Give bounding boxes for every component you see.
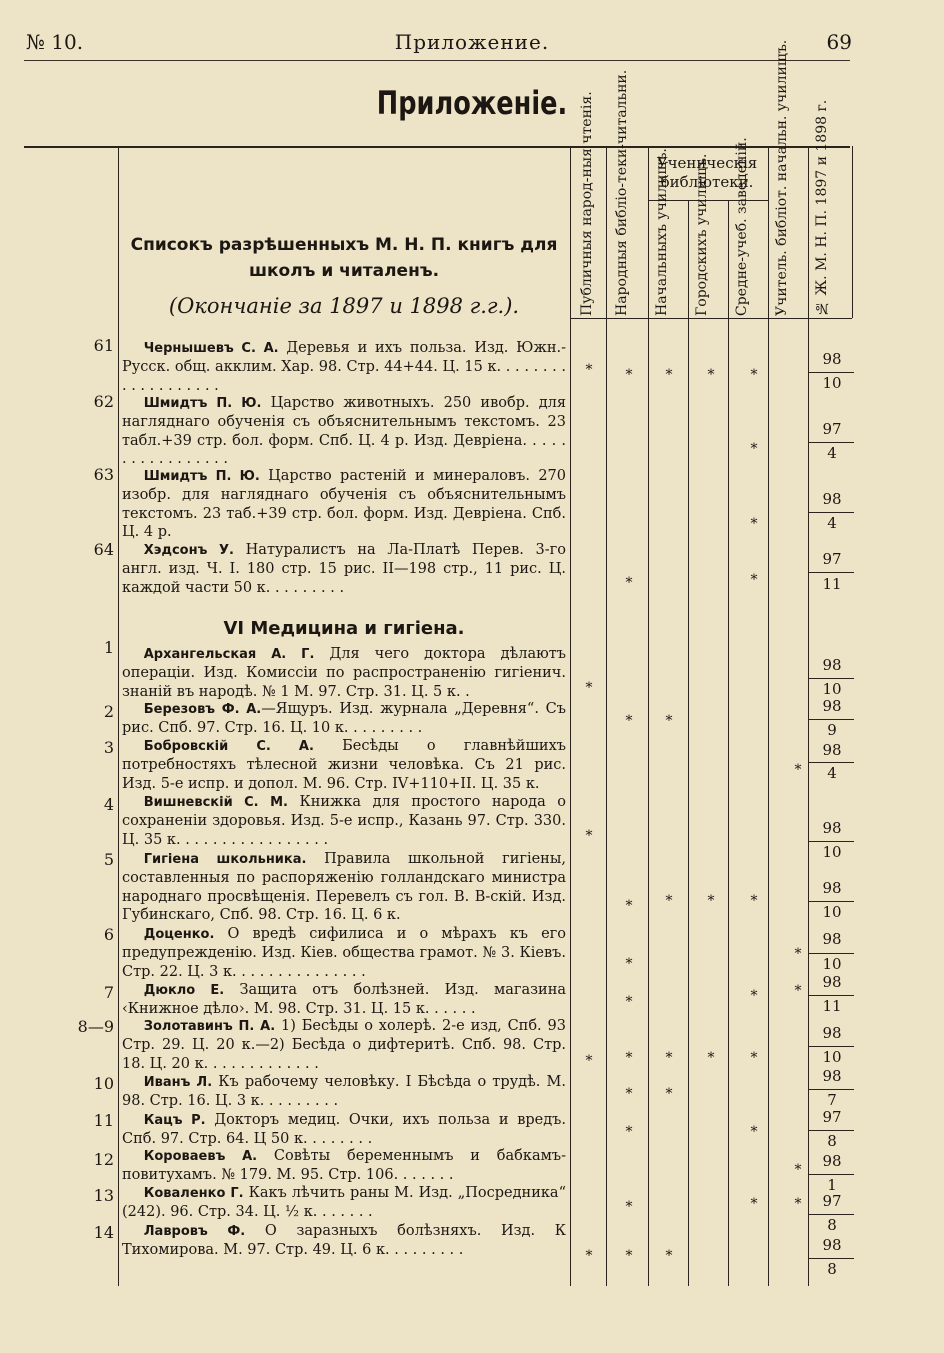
running-title: Приложение. <box>394 30 550 54</box>
table-top-rule <box>24 146 850 148</box>
entry-text <box>122 700 566 738</box>
journal-issue: 10 <box>822 955 842 973</box>
asterisk-mark: * <box>665 1050 673 1066</box>
entry-number: 4 <box>103 795 114 814</box>
entry-description: Натуралистъ на Ла-Платѣ Перев. 3-го англ. изд. Ч. I. 180 стр. 15 рис. II—198 стр., 11 рис. Ц. каждой части 50 к. . . . . . . . . <box>122 542 567 596</box>
asterisk-mark: * <box>750 516 758 532</box>
entry-number: 62 <box>93 392 114 411</box>
entry-text <box>122 1073 566 1111</box>
entry-number: 14 <box>93 1223 114 1242</box>
asterisk-mark: * <box>750 988 758 1004</box>
journal-year: 98 <box>822 1024 842 1042</box>
journal-issue: 8 <box>827 1260 837 1278</box>
col-header-libs: Народныя библіо-теки-читальни. <box>614 69 630 316</box>
entry-text <box>122 1017 566 1073</box>
entry-number: 61 <box>93 336 114 355</box>
asterisk-mark: * <box>625 713 633 729</box>
journal-year: 97 <box>822 420 842 438</box>
running-header <box>0 30 944 56</box>
asterisk-mark: * <box>750 1050 758 1066</box>
journal-year: 98 <box>822 490 842 508</box>
journal-issue: 4 <box>827 514 837 532</box>
journal-divider <box>808 512 854 513</box>
asterisk-mark: * <box>750 893 758 909</box>
rule-col-journal <box>852 146 853 318</box>
journal-issue: 8 <box>827 1132 837 1150</box>
entry-description: —Ящуръ. Изд. журнала „Деревня“. Съ рис. Спб. 97. Стр. 16. Ц. 10 к. . . . . . . . . <box>122 701 566 737</box>
rule-num-col <box>118 146 119 1286</box>
rule-col-elem <box>688 200 689 1286</box>
journal-year: 97 <box>822 1108 842 1126</box>
col-header-teach: Учитель. библіот. начальн. училищъ. <box>774 39 790 316</box>
asterisk-mark: * <box>665 893 673 909</box>
entry-author: Золотавинъ П. А. <box>143 1019 276 1034</box>
journal-divider <box>808 762 854 763</box>
journal-issue: 8 <box>827 1216 837 1234</box>
entry-number: 63 <box>93 465 114 484</box>
entry-author: Архангельская А. Г. <box>143 647 315 662</box>
asterisk-mark: * <box>585 1248 593 1264</box>
journal-year: 97 <box>822 550 842 568</box>
entry-number: 6 <box>103 925 114 944</box>
asterisk-mark: * <box>625 1050 633 1066</box>
entry-text <box>122 737 566 793</box>
asterisk-mark: * <box>665 367 673 383</box>
issue-number: № 10. <box>26 30 84 54</box>
rule-col-teach <box>808 146 809 1286</box>
rule-text-col <box>570 146 571 1286</box>
journal-year: 98 <box>822 1236 842 1254</box>
journal-year: 98 <box>822 930 842 948</box>
asterisk-mark: * <box>625 1199 633 1215</box>
entry-text <box>122 925 566 981</box>
asterisk-mark: * <box>794 1196 802 1212</box>
entry-text <box>122 645 566 701</box>
entry-description: Къ рабочему человѣку. I Бѣсѣда о трудѣ. М. 98. Стр. 16. Ц. 3 к. . . . . . . . . <box>122 1074 566 1110</box>
journal-divider <box>808 1258 854 1259</box>
asterisk-mark: * <box>707 367 715 383</box>
entry-text <box>122 793 566 849</box>
asterisk-mark: * <box>794 983 802 999</box>
entry-text <box>122 1111 566 1149</box>
entry-number: 64 <box>93 540 114 559</box>
asterisk-mark: * <box>625 367 633 383</box>
entry-text <box>122 339 566 395</box>
journal-issue: 4 <box>827 444 837 462</box>
asterisk-mark: * <box>794 946 802 962</box>
entry-number: 1 <box>103 638 114 657</box>
journal-divider <box>808 1046 854 1047</box>
journal-divider <box>808 1214 854 1215</box>
col-header-city: Городскихъ училищъ. <box>694 153 710 316</box>
journal-divider <box>808 678 854 679</box>
asterisk-mark: * <box>585 362 593 378</box>
journal-divider <box>808 372 854 373</box>
asterisk-mark: * <box>665 1248 673 1264</box>
journal-year: 98 <box>822 879 842 897</box>
entry-description: Для чего доктора дѣлаютъ операціи. Изд. Комиссіи по распространенію гигіенич. знаній въ народѣ. № 1 М. 97. Стр. 31. Ц. 5 к. . <box>122 646 567 700</box>
journal-divider <box>808 995 854 996</box>
entry-text <box>122 1222 566 1260</box>
entry-number: 5 <box>103 850 114 869</box>
journal-divider <box>808 901 854 902</box>
entry-author: Короваевъ А. <box>143 1149 258 1164</box>
asterisk-mark: * <box>585 680 593 696</box>
asterisk-mark: * <box>585 828 593 844</box>
entry-author: Вишневскій С. М. <box>143 795 288 810</box>
entry-number: 8—9 <box>77 1017 114 1036</box>
entry-description: Книжка для простого народа о сохраненіи здоровья. Изд. 5-е испр., Казань 97. Стр. 330. Ц. 35 к. . . . . . . . . . . . . . . . . <box>122 794 566 848</box>
journal-issue: 1 <box>827 1176 837 1194</box>
journal-issue: 7 <box>827 1091 837 1109</box>
entry-description: Бесѣды о главнѣйшихъ потребностяхъ тѣлесной жизни человѣка. Съ 21 рис. Изд. 5-е испр. и допол. М. 96. Стр. IV+110+II. Ц. 35 к. <box>122 738 566 792</box>
journal-issue: 11 <box>822 997 842 1015</box>
list-subtitle: (Окончаніе за 1897 и 1898 г.г.). <box>168 294 520 318</box>
journal-divider <box>808 1089 854 1090</box>
entry-author: Иванъ Л. <box>143 1075 213 1090</box>
entry-author: Чернышевъ С. А. <box>143 341 279 356</box>
asterisk-mark: * <box>625 575 633 591</box>
entry-author: Дюкло Е. <box>143 983 225 998</box>
asterisk-mark: * <box>625 1124 633 1140</box>
entry-number: 10 <box>93 1074 114 1093</box>
entry-author: Коваленко Г. <box>143 1186 244 1201</box>
asterisk-mark: * <box>625 898 633 914</box>
entry-author: Шмидтъ П. Ю. <box>143 469 260 484</box>
col-header-mid: Средне-учеб. заведеній. <box>734 137 750 316</box>
entry-author: Шмидтъ П. Ю. <box>143 396 262 411</box>
rule-col-mid <box>768 146 769 1286</box>
journal-year: 98 <box>822 973 842 991</box>
col-header-journal: № Ж. М. Н. П. 1897 и 1898 г. <box>814 99 830 316</box>
entry-text <box>122 394 566 468</box>
journal-divider <box>808 442 854 443</box>
journal-issue: 10 <box>822 843 842 861</box>
entry-number: 3 <box>103 738 114 757</box>
asterisk-mark: * <box>794 762 802 778</box>
col-header-public: Публичныя народ-ныя чтенія. <box>579 91 595 316</box>
entry-description: О заразныхъ болѣзняхъ. Изд. К Тихомирова. М. 97. Стр. 49. Ц. 6 к. . . . . . . . . <box>122 1223 566 1259</box>
entry-description: Деревья и ихъ польза. Изд. Южн.-Русск. общ. акклим. Хар. 98. Стр. 44+44. Ц. 15 к. . . . . . . . . . . . . . . . . . . <box>122 340 566 394</box>
rule-col-city <box>728 200 729 1286</box>
entry-description: 1) Бесѣды о холерѣ. 2-е изд, Спб. 93 Стр. 29. Ц. 20 к.—2) Бесѣда о дифтеритѣ. Спб. 98. Стр. 18. Ц. 20 к. . . . . . . . . . . . . <box>122 1018 566 1072</box>
entry-text <box>122 467 566 541</box>
entry-author: Гигіена школьника. <box>143 852 307 867</box>
asterisk-mark: * <box>625 1086 633 1102</box>
entry-description: Царство животныхъ. 250 ивобр. для нагляднаго обученія съ объяснительнымъ текстомъ. 23 табл.+39 стр. бол. форм. Спб. Ц. 4 р. Изд. Девріена. . . . . . . . . . . . . . . . . <box>122 395 566 467</box>
section-heading: VI Медицина и гигіена. <box>223 618 465 639</box>
page-number: 69 <box>826 30 852 54</box>
asterisk-mark: * <box>750 572 758 588</box>
asterisk-mark: * <box>750 1124 758 1140</box>
entry-author: Хэдсонъ У. <box>143 543 234 558</box>
entry-text <box>122 1184 566 1222</box>
asterisk-mark: * <box>794 1162 802 1178</box>
asterisk-mark: * <box>750 367 758 383</box>
entry-number: 13 <box>93 1186 114 1205</box>
journal-divider <box>808 572 854 573</box>
asterisk-mark: * <box>665 713 673 729</box>
asterisk-mark: * <box>585 1053 593 1069</box>
asterisk-mark: * <box>625 1248 633 1264</box>
entry-description: Докторъ медиц. Очки, ихъ польза и вредъ. Спб. 97. Стр. 64. Ц 50 к. . . . . . . . <box>122 1112 567 1148</box>
asterisk-mark: * <box>665 1086 673 1102</box>
entry-text <box>122 850 566 924</box>
entry-author: Доценко. <box>143 927 215 942</box>
journal-year: 98 <box>822 1067 842 1085</box>
rule-col-libs <box>648 146 649 1286</box>
page-heading: Приложеніе. <box>376 84 568 122</box>
entry-number: 2 <box>103 702 114 721</box>
asterisk-mark: * <box>750 1196 758 1212</box>
journal-divider <box>808 953 854 954</box>
journal-issue: 10 <box>822 374 842 392</box>
list-title: Списокъ разрѣшенныхъ М. Н. П. книгъ для школъ и читаленъ. <box>130 235 558 281</box>
asterisk-mark: * <box>625 994 633 1010</box>
entry-text <box>122 981 566 1019</box>
journal-issue: 10 <box>822 903 842 921</box>
journal-divider <box>808 1130 854 1131</box>
journal-issue: 9 <box>827 721 837 739</box>
asterisk-mark: * <box>750 441 758 457</box>
entry-number: 12 <box>93 1150 114 1169</box>
entry-author: Березовъ Ф. А. <box>143 702 262 717</box>
asterisk-mark: * <box>707 893 715 909</box>
entry-author: Кацъ Р. <box>143 1113 206 1128</box>
asterisk-mark: * <box>707 1050 715 1066</box>
entry-text <box>122 541 566 597</box>
journal-year: 98 <box>822 697 842 715</box>
header-bottom-rule <box>570 318 852 319</box>
entry-author: Бобровскій С. А. <box>143 739 314 754</box>
journal-divider <box>808 719 854 720</box>
header-rule <box>24 60 850 61</box>
journal-issue: 11 <box>822 575 842 593</box>
journal-year: 98 <box>822 741 842 759</box>
entry-number: 11 <box>93 1111 114 1130</box>
entry-description: О вредѣ сифилиса и о мѣрахъ къ его предупрежденію. Изд. Кіев. общества грамот. № 3. Кіевъ. Стр. 22. Ц. 3 к. . . . . . . . . . . . . . . <box>122 926 566 980</box>
entry-description: Совѣты беременнымъ и бабкамъ-повитухамъ. № 179. М. 95. Стр. 106. . . . . . . <box>122 1148 566 1184</box>
journal-issue: 4 <box>827 764 837 782</box>
journal-divider <box>808 1174 854 1175</box>
journal-year: 98 <box>822 350 842 368</box>
col-group-students: Ученическія библіотеки. <box>656 154 758 191</box>
journal-issue: 10 <box>822 1048 842 1066</box>
entry-description: Защита отъ болѣзней. Изд. магазина ‹Книжное дѣло›. М. 98. Стр. 31. Ц. 15 к. . . . . . <box>122 982 566 1018</box>
entry-description: Правила школьной гигіены, составленныя по распоряженію голландскаго министра народнаго просвѣщенія. Перевелъ съ гол. В. В-скій. Изд. Губинскаго, Спб. 98. Стр. 16. Ц. 6 к. <box>122 851 566 923</box>
journal-year: 98 <box>822 656 842 674</box>
journal-year: 98 <box>822 1152 842 1170</box>
entry-number: 7 <box>103 983 114 1002</box>
journal-year: 97 <box>822 1192 842 1210</box>
journal-year: 98 <box>822 819 842 837</box>
col-header-elem: Начальныхъ училищъ. <box>654 148 670 316</box>
entry-text <box>122 1147 566 1185</box>
asterisk-mark: * <box>625 956 633 972</box>
rule-col-public <box>606 146 607 1286</box>
entry-author: Лавровъ Ф. <box>143 1224 246 1239</box>
journal-divider <box>808 841 854 842</box>
entry-description: Царство растеній и минераловъ. 270 изобр. для нагляднаго обученія съ объяснительнымъ текстомъ. 23 таб.+39 стр. бол. форм. Изд. Девріена. Спб. Ц. 4 р. <box>122 468 566 540</box>
entry-description: Какъ лѣчить раны М. Изд. „Посредника“ (242). 96. Стр. 34. Ц. ½ к. . . . . . . <box>122 1185 566 1221</box>
journal-issue: 10 <box>822 680 842 698</box>
